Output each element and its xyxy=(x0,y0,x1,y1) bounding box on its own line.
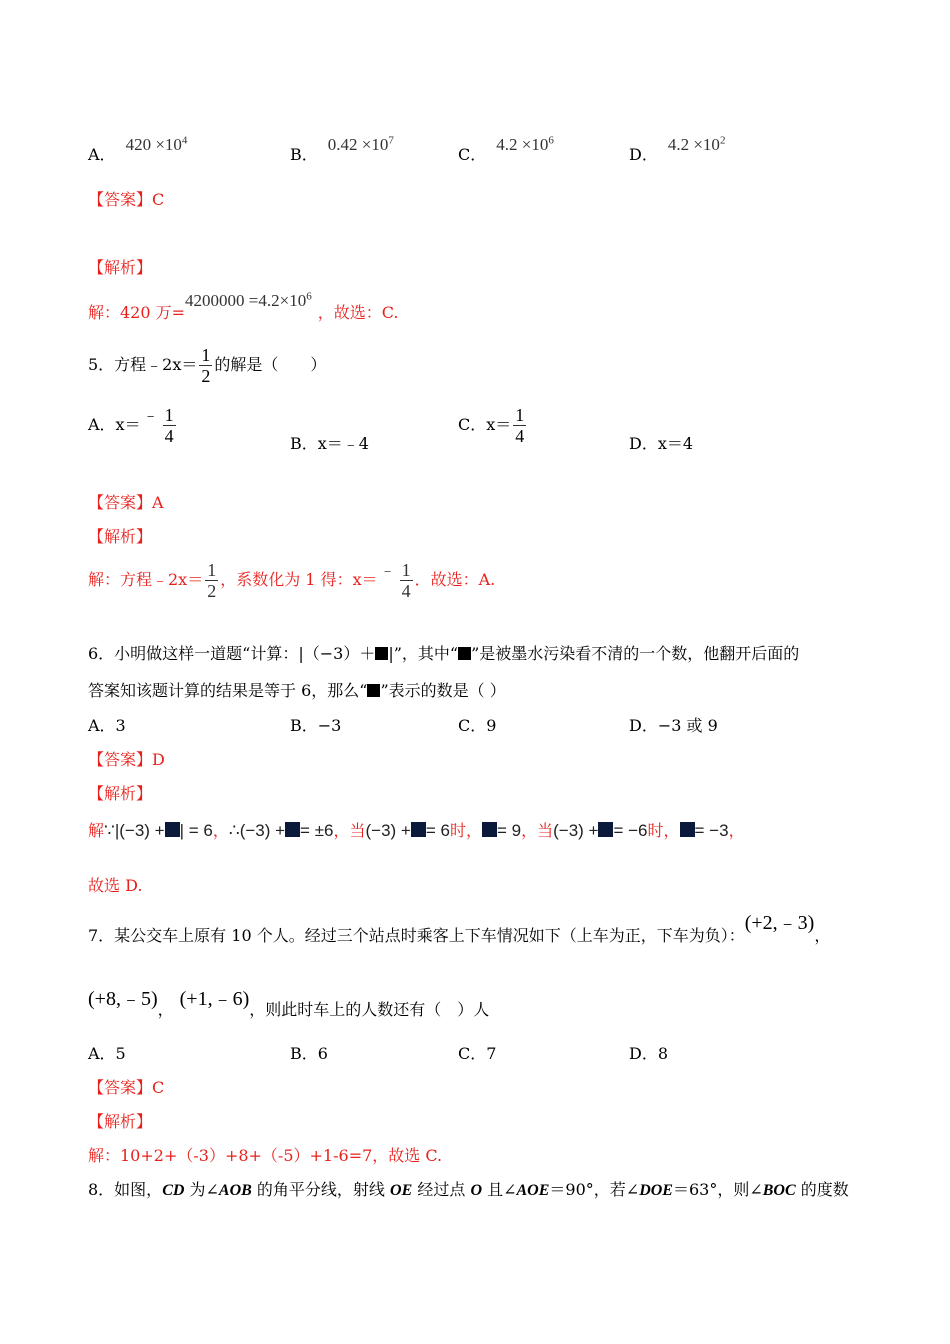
q7-option-c: C．7 xyxy=(458,1044,497,1063)
q4-answer: 【答案】C xyxy=(88,190,165,209)
q5-stem: 5．方程﹣2x＝ $\frac{1}{2}$ 的解是（ ） xyxy=(88,345,327,386)
ink-block xyxy=(598,822,613,837)
q4-option-d: D．$4.2 \times 10^2$ xyxy=(629,134,726,164)
q4-solution: 解：420 万$=4200000 =4.2\times 10^6$，故选：C. xyxy=(88,290,399,322)
ink-block xyxy=(482,822,497,837)
q5-option-b: B．x＝﹣4 xyxy=(290,434,369,453)
ink-block xyxy=(285,822,300,837)
q6-option-b: B．−3 xyxy=(290,716,342,735)
q7-answer: 【答案】C xyxy=(88,1078,165,1097)
q7-stem-line2: (+8,﹣5)， (+1,﹣6)，则此时车上的人数还有（ ）人 xyxy=(88,988,490,1019)
q5-option-d: D．x＝4 xyxy=(629,434,694,453)
q7-analysis-tag: 【解析】 xyxy=(88,1112,153,1131)
ink-block xyxy=(680,822,695,837)
q4-analysis-tag: 【解析】 xyxy=(88,258,153,277)
q6-answer: 【答案】D xyxy=(88,750,165,769)
q6-analysis-tag: 【解析】 xyxy=(88,784,153,803)
q5-answer: 【答案】A xyxy=(88,493,164,512)
q6-solution-end: 故选 D. xyxy=(88,876,143,895)
q5-solution: 解：方程﹣2x＝ $\frac{1}{2}$ ，系数化为 1 得：x＝﹣ $\frac{1}{4}$ ．故选：A. xyxy=(88,560,496,601)
q6-option-c: C．9 xyxy=(458,716,497,735)
q7-option-b: B．6 xyxy=(290,1044,328,1063)
q7-stem-line1: 7．某公交车上原有 10 个人。经过三个站点时乘客上下车情况如下（上车为正，下车为负）：(+2,﹣3)， xyxy=(88,912,831,945)
q6-stem-line1: 6．小明做这样一道题“计算：|（−3）＋ |”，其中“ ”是被墨水污染看不清的一个数，他翻开后面的 xyxy=(88,644,800,663)
ink-block xyxy=(375,647,388,660)
q7-option-d: D．8 xyxy=(629,1044,669,1063)
q6-solution: 解∵|(−3) + | = 6，∴(−3) + = ±6，当(−3) + = 6时， = 9，当(−3) + = −6时， = −3， xyxy=(88,821,745,840)
q5-option-c: C．x＝ $\frac{1}{4}$ xyxy=(458,405,525,446)
q4-option-c: C．$4.2 \times 10^6$ xyxy=(458,134,554,164)
q5-stem-fraction: $\frac{1}{2}$ xyxy=(201,345,211,386)
q4-option-b: B．$0.42 \times 10^7$ xyxy=(290,134,394,164)
q5-option-a: A．x＝﹣ $\frac{1}{4}$ xyxy=(88,405,174,446)
q6-stem-line2: 答案知该题计算的结果是等于 6，那么“ ”表示的数是（ ） xyxy=(88,681,506,700)
q6-option-d: D．−3 或 9 xyxy=(629,716,718,735)
ink-block xyxy=(367,684,380,697)
q7-solution: 解：10+2+（-3）+8+（-5）+1-6=7，故选 C. xyxy=(88,1146,443,1165)
q7-option-a: A．5 xyxy=(88,1044,126,1063)
q6-option-a: A．3 xyxy=(88,716,126,735)
ink-block xyxy=(165,822,180,837)
q5-analysis-tag: 【解析】 xyxy=(88,527,153,546)
q8-stem: 8．如图，CD 为∠AOB 的角平分线，射线 OE 经过点 O 且∠AOE＝90°，若∠DOE＝63°，则∠BOC 的度数 xyxy=(88,1180,849,1199)
ink-block xyxy=(458,647,471,660)
q4-option-a: A．$420 \times 10^4$ xyxy=(88,134,188,164)
ink-block xyxy=(411,822,426,837)
